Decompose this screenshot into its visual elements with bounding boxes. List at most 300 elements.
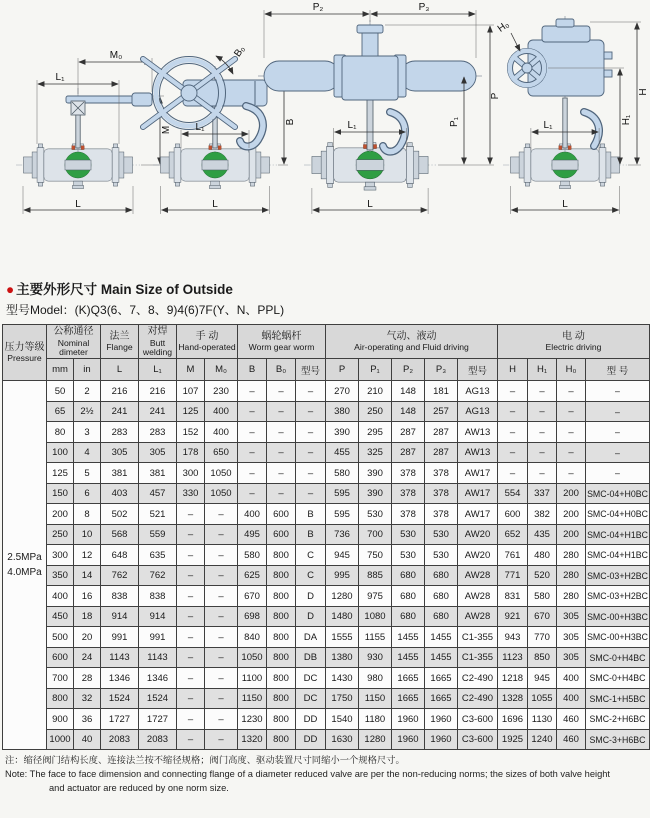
table-cell: 148 xyxy=(392,381,425,402)
col-worm-en: Worm gear worm xyxy=(248,342,315,353)
table-row xyxy=(3,606,650,627)
table-cell: 1123 xyxy=(498,647,528,668)
table-row xyxy=(3,422,650,443)
table-cell: C1-355 xyxy=(458,627,498,648)
table-cell: SMC-0+H4BC xyxy=(586,668,650,689)
table-cell: 700 xyxy=(359,524,392,545)
table-cell: 455 xyxy=(326,442,359,463)
col-hand-zh: 手 动 xyxy=(195,330,219,342)
model-line: 型号Model：(K)Q3(6、7、8、9)4(6)7F(Y、N、PPL) xyxy=(6,303,285,317)
dim-label-m0: M₀ xyxy=(109,50,123,61)
table-cell: 750 xyxy=(359,545,392,566)
table-cell: 831 xyxy=(498,586,528,607)
table-cell: AW20 xyxy=(458,524,498,545)
dim-label-h1: H₁ xyxy=(621,114,632,126)
table-cell: 1665 xyxy=(392,668,425,689)
table-cell: 1925 xyxy=(498,729,528,750)
table-cell: – xyxy=(528,381,557,402)
header-row-groups xyxy=(3,325,650,359)
table-cell: 1960 xyxy=(392,709,425,730)
table-cell: 680 xyxy=(392,565,425,586)
table-cell: 840 xyxy=(238,627,267,648)
table-cell: – xyxy=(557,442,586,463)
col-worm-gear xyxy=(238,325,326,359)
table-row xyxy=(3,545,650,566)
technical-drawings xyxy=(0,0,650,272)
table-cell: 230 xyxy=(205,381,238,402)
subcol-worm-model: 型号 xyxy=(296,359,326,381)
table-cell: 1050 xyxy=(238,647,267,668)
table-cell: 381 xyxy=(101,463,139,484)
table-cell: 400 xyxy=(205,422,238,443)
table-cell: 600 xyxy=(267,524,296,545)
table-cell: 460 xyxy=(557,729,586,750)
table-cell: AG13 xyxy=(458,401,498,422)
table-cell: – xyxy=(177,688,205,709)
table-row xyxy=(3,381,650,402)
table-cell: – xyxy=(557,463,586,484)
table-cell: 680 xyxy=(425,586,458,607)
red-bullet-icon: ● xyxy=(6,282,15,297)
subcol-B0: B₀ xyxy=(267,359,296,381)
col-flange xyxy=(101,325,139,359)
table-cell: AW17 xyxy=(458,504,498,525)
table-cell: 736 xyxy=(326,524,359,545)
table-cell: 1280 xyxy=(359,729,392,750)
table-cell: 500 xyxy=(47,627,74,648)
dim-label-l1: L₁ xyxy=(347,120,357,131)
table-cell: AW20 xyxy=(458,545,498,566)
table-cell: – xyxy=(205,668,238,689)
table-cell: 670 xyxy=(238,586,267,607)
table-cell: 382 xyxy=(528,504,557,525)
footnote-en-line1: Note: The face to face dimension and connecting flange of a diameter reduced valve are per the non-reducing norms; the sizes of both valve height xyxy=(5,769,611,780)
table-cell: 800 xyxy=(267,627,296,648)
table-cell: – xyxy=(177,504,205,525)
table-cell: 1727 xyxy=(101,709,139,730)
table-cell: 1230 xyxy=(238,709,267,730)
table-cell: 325 xyxy=(359,442,392,463)
col-worm-zh: 蜗轮蜗杆 xyxy=(261,330,302,342)
table-cell: 400 xyxy=(205,401,238,422)
table-cell: – xyxy=(498,463,528,484)
table-cell: – xyxy=(238,381,267,402)
table-cell: 152 xyxy=(177,422,205,443)
table-cell: 200 xyxy=(557,504,586,525)
table-cell: 800 xyxy=(267,606,296,627)
table-cell: – xyxy=(177,606,205,627)
table-cell: C3-600 xyxy=(458,729,498,750)
table-cell: 65 xyxy=(47,401,74,422)
table-cell: 1143 xyxy=(101,647,139,668)
col-butt-welding xyxy=(139,325,177,359)
table-cell: SMC-1+H5BC xyxy=(586,688,650,709)
table-cell: 257 xyxy=(425,401,458,422)
table-cell: 216 xyxy=(101,381,139,402)
table-cell: 280 xyxy=(557,565,586,586)
table-cell: 2 xyxy=(74,381,101,402)
table-cell: 241 xyxy=(139,401,177,422)
col-butt-en: Butt welding xyxy=(142,337,173,357)
table-cell: C2-490 xyxy=(458,668,498,689)
table-cell: 270 xyxy=(326,381,359,402)
dim-label-p2: P₂ xyxy=(312,2,324,13)
table-cell: 378 xyxy=(392,483,425,504)
table-cell: 305 xyxy=(139,442,177,463)
table-cell: – xyxy=(205,524,238,545)
table-cell: 378 xyxy=(392,463,425,484)
table-cell: 600 xyxy=(498,504,528,525)
table-cell: 2083 xyxy=(101,729,139,750)
table-cell: DD xyxy=(296,709,326,730)
dim-label-p: P xyxy=(490,92,501,100)
table-cell: 800 xyxy=(267,709,296,730)
table-cell: 5 xyxy=(74,463,101,484)
table-cell: 1000 xyxy=(47,729,74,750)
table-cell: 520 xyxy=(528,565,557,586)
table-cell: C3-600 xyxy=(458,709,498,730)
table-cell: – xyxy=(557,422,586,443)
table-cell: 600 xyxy=(267,504,296,525)
table-row xyxy=(3,483,650,504)
subcol-in: in xyxy=(74,359,101,381)
table-cell: 1240 xyxy=(528,729,557,750)
table-cell: SMC-03+H2BC xyxy=(586,565,650,586)
table-cell: DC xyxy=(296,668,326,689)
table-cell: 337 xyxy=(528,483,557,504)
table-cell: – xyxy=(586,463,650,484)
dim-label-h0: H₀ xyxy=(495,19,512,35)
table-cell: 1555 xyxy=(326,627,359,648)
table-cell: 200 xyxy=(557,524,586,545)
dim-label-l1: L₁ xyxy=(195,122,205,133)
col-flange-en: Flange xyxy=(106,342,133,353)
table-cell: – xyxy=(177,668,205,689)
table-cell: 914 xyxy=(101,606,139,627)
col-nominal-diameter xyxy=(47,325,101,359)
table-cell: 16 xyxy=(74,586,101,607)
table-cell: 1155 xyxy=(359,627,392,648)
table-cell: 1524 xyxy=(101,688,139,709)
table-cell: 930 xyxy=(359,647,392,668)
table-cell: DA xyxy=(296,627,326,648)
table-cell: SMC-04+H1BC xyxy=(586,524,650,545)
table-cell: 450 xyxy=(47,606,74,627)
table-cell: 945 xyxy=(528,668,557,689)
table-cell: – xyxy=(238,463,267,484)
table-cell: 283 xyxy=(101,422,139,443)
table-cell: D xyxy=(296,586,326,607)
drawing-hand-operated xyxy=(16,50,172,214)
table-cell: – xyxy=(557,401,586,422)
table-cell: DB xyxy=(296,647,326,668)
col-air-en: Air-operating and Fluid driving xyxy=(354,342,469,353)
table-row xyxy=(3,586,650,607)
table-cell: 554 xyxy=(498,483,528,504)
table-cell: 380 xyxy=(326,401,359,422)
table-cell: – xyxy=(557,381,586,402)
table-cell: – xyxy=(177,545,205,566)
valve-drawings-svg xyxy=(0,0,650,272)
subcol-H1: H₁ xyxy=(528,359,557,381)
dim-label-l: L xyxy=(212,199,218,210)
table-cell: 178 xyxy=(177,442,205,463)
subcol-M: M xyxy=(177,359,205,381)
col-electric-en: Electric driving xyxy=(545,342,602,353)
table-cell: 1665 xyxy=(425,668,458,689)
pressure-rating-cell: 2.5MPa 4.0MPa xyxy=(3,381,47,750)
table-cell: 800 xyxy=(47,688,74,709)
table-cell: 1696 xyxy=(498,709,528,730)
table-cell: 125 xyxy=(47,463,74,484)
table-row xyxy=(3,442,650,463)
table-cell: AW17 xyxy=(458,483,498,504)
table-cell: 181 xyxy=(425,381,458,402)
table-cell: SMC-03+H2BC xyxy=(586,586,650,607)
table-cell: 1630 xyxy=(326,729,359,750)
col-nominal-en: Nominal dimeter xyxy=(57,337,90,357)
table-cell: 625 xyxy=(238,565,267,586)
table-cell: – xyxy=(296,381,326,402)
table-cell: AW28 xyxy=(458,565,498,586)
table-cell: – xyxy=(177,709,205,730)
table-cell: 283 xyxy=(139,422,177,443)
table-cell: 680 xyxy=(392,586,425,607)
table-cell: – xyxy=(586,381,650,402)
table-cell: 1960 xyxy=(425,709,458,730)
table-cell: 1080 xyxy=(359,606,392,627)
table-cell: 1750 xyxy=(326,688,359,709)
table-cell: 800 xyxy=(267,647,296,668)
col-nominal-zh: 公称通径 xyxy=(53,326,94,337)
table-cell: 14 xyxy=(74,565,101,586)
table-row xyxy=(3,504,650,525)
table-cell: 914 xyxy=(139,606,177,627)
table-cell: 305 xyxy=(557,647,586,668)
table-cell: 680 xyxy=(392,606,425,627)
table-cell: 495 xyxy=(238,524,267,545)
table-cell: – xyxy=(528,442,557,463)
table-cell: – xyxy=(296,463,326,484)
dim-label-l: L xyxy=(75,199,81,210)
table-cell: 1320 xyxy=(238,729,267,750)
table-cell: B xyxy=(296,524,326,545)
subcol-P: P xyxy=(326,359,359,381)
table-cell: 1540 xyxy=(326,709,359,730)
table-cell: – xyxy=(205,688,238,709)
dim-label-l: L xyxy=(562,199,568,210)
table-cell: 435 xyxy=(528,524,557,545)
table-row xyxy=(3,401,650,422)
table-cell: 390 xyxy=(359,463,392,484)
table-cell: 650 xyxy=(205,442,238,463)
col-electric-zh: 电 动 xyxy=(562,330,585,342)
table-cell: C xyxy=(296,565,326,586)
table-cell: 502 xyxy=(101,504,139,525)
table-cell: 305 xyxy=(101,442,139,463)
dim-label-p3: P₃ xyxy=(418,2,430,13)
table-cell: 762 xyxy=(101,565,139,586)
table-cell: 1055 xyxy=(528,688,557,709)
col-hand-en: Hand-operated xyxy=(178,342,236,353)
subcol-M0: M₀ xyxy=(205,359,238,381)
table-cell: – xyxy=(267,463,296,484)
table-cell: 648 xyxy=(101,545,139,566)
table-cell: 1480 xyxy=(326,606,359,627)
table-cell: 761 xyxy=(498,545,528,566)
table-cell: AW13 xyxy=(458,422,498,443)
table-cell: SMC-00+H3BC xyxy=(586,606,650,627)
subcol-H: H xyxy=(498,359,528,381)
table-cell: 100 xyxy=(47,442,74,463)
table-cell: 250 xyxy=(47,524,74,545)
table-cell: 305 xyxy=(557,606,586,627)
table-cell: – xyxy=(267,381,296,402)
table-cell: 770 xyxy=(528,627,557,648)
table-cell: – xyxy=(177,586,205,607)
table-cell: 1430 xyxy=(326,668,359,689)
table-cell: 1100 xyxy=(238,668,267,689)
table-cell: C xyxy=(296,545,326,566)
dim-label-m: M xyxy=(161,125,172,135)
table-cell: AW28 xyxy=(458,586,498,607)
subcol-L1: L₁ xyxy=(139,359,177,381)
dim-label-b0: B₀ xyxy=(232,43,248,60)
table-cell: B xyxy=(296,504,326,525)
table-cell: 300 xyxy=(47,545,74,566)
drawing-electric xyxy=(496,16,649,214)
table-row xyxy=(3,627,650,648)
subcol-mm: mm xyxy=(47,359,74,381)
table-cell: 885 xyxy=(359,565,392,586)
subcol-P1: P₁ xyxy=(359,359,392,381)
table-cell: 975 xyxy=(359,586,392,607)
table-cell: 28 xyxy=(74,668,101,689)
table-cell: 2½ xyxy=(74,401,101,422)
col-air-zh: 气动、液动 xyxy=(386,330,437,342)
table-cell: 580 xyxy=(528,586,557,607)
subcol-P3: P₃ xyxy=(425,359,458,381)
table-cell: 600 xyxy=(47,647,74,668)
col-butt-zh: 对焊 xyxy=(147,326,168,337)
table-cell: 378 xyxy=(425,504,458,525)
table-cell: 107 xyxy=(177,381,205,402)
table-cell: 530 xyxy=(425,545,458,566)
table-cell: 1280 xyxy=(326,586,359,607)
table-cell: 400 xyxy=(557,668,586,689)
table-cell: 400 xyxy=(47,586,74,607)
table-cell: 1050 xyxy=(205,483,238,504)
table-cell: 287 xyxy=(392,422,425,443)
table-row xyxy=(3,709,650,730)
table-cell: 1524 xyxy=(139,688,177,709)
table-cell: SMC-0+H4BC xyxy=(586,647,650,668)
table-cell: 400 xyxy=(238,504,267,525)
table-cell: – xyxy=(205,709,238,730)
table-cell: – xyxy=(238,483,267,504)
table-cell: – xyxy=(296,483,326,504)
table-cell: 330 xyxy=(177,483,205,504)
table-cell: 559 xyxy=(139,524,177,545)
header-row-subcolumns xyxy=(3,359,650,381)
table-cell: 800 xyxy=(267,688,296,709)
table-cell: – xyxy=(205,606,238,627)
table-cell: 6 xyxy=(74,483,101,504)
subcol-L: L xyxy=(101,359,139,381)
table-cell: 680 xyxy=(425,565,458,586)
table-cell: 521 xyxy=(139,504,177,525)
table-cell: 595 xyxy=(326,483,359,504)
table-cell: 1150 xyxy=(238,688,267,709)
main-size-table xyxy=(2,324,650,750)
table-cell: 216 xyxy=(139,381,177,402)
col-pressure-zh: 压力等级 xyxy=(4,341,45,353)
table-cell: SMC-00+H3BC xyxy=(586,627,650,648)
table-cell: 18 xyxy=(74,606,101,627)
table-cell: 80 xyxy=(47,422,74,443)
dim-label-l1: L₁ xyxy=(55,72,65,83)
table-cell: – xyxy=(498,422,528,443)
table-cell: – xyxy=(267,401,296,422)
table-cell: 700 xyxy=(47,668,74,689)
table-cell: 530 xyxy=(425,524,458,545)
table-cell: – xyxy=(586,422,650,443)
table-cell: AW13 xyxy=(458,442,498,463)
col-hand-operated xyxy=(177,325,238,359)
footnote xyxy=(0,750,650,796)
table-cell: SMC-04+H1BC xyxy=(586,545,650,566)
table-cell: 800 xyxy=(267,586,296,607)
table-cell: 1346 xyxy=(139,668,177,689)
table-cell: 595 xyxy=(326,504,359,525)
footnote-zh: 注：缩径阀门结构长度、连接法兰按不缩径规格；阀门高度、驱动装置尺寸同缩小一个规格尺寸。 xyxy=(5,755,405,766)
table-cell: – xyxy=(177,647,205,668)
table-cell: 800 xyxy=(267,545,296,566)
table-cell: – xyxy=(498,381,528,402)
table-cell: AW28 xyxy=(458,606,498,627)
table-cell: 287 xyxy=(425,442,458,463)
col-air-operating xyxy=(326,325,498,359)
table-cell: 12 xyxy=(74,545,101,566)
table-cell: 945 xyxy=(326,545,359,566)
col-pressure xyxy=(3,325,47,381)
table-cell: AG13 xyxy=(458,381,498,402)
table-cell: – xyxy=(296,401,326,422)
table-cell: 838 xyxy=(101,586,139,607)
table-cell: 24 xyxy=(74,647,101,668)
table-cell: 36 xyxy=(74,709,101,730)
subcol-H0: H₀ xyxy=(557,359,586,381)
table-cell: – xyxy=(177,627,205,648)
table-cell: 1180 xyxy=(359,709,392,730)
subcol-B: B xyxy=(238,359,267,381)
table-cell: 1130 xyxy=(528,709,557,730)
table-cell: 460 xyxy=(557,709,586,730)
table-cell: D xyxy=(296,606,326,627)
table-cell: 670 xyxy=(528,606,557,627)
table-cell: 350 xyxy=(47,565,74,586)
table-cell: 980 xyxy=(359,668,392,689)
table-cell: 1218 xyxy=(498,668,528,689)
table-cell: 200 xyxy=(47,504,74,525)
table-cell: 1665 xyxy=(392,688,425,709)
table-cell: 40 xyxy=(74,729,101,750)
section-title xyxy=(0,272,650,298)
table-cell: SMC-04+H0BC xyxy=(586,504,650,525)
col-pressure-en: Pressure xyxy=(7,353,42,364)
table-cell: 1455 xyxy=(392,627,425,648)
table-cell: 200 xyxy=(557,483,586,504)
